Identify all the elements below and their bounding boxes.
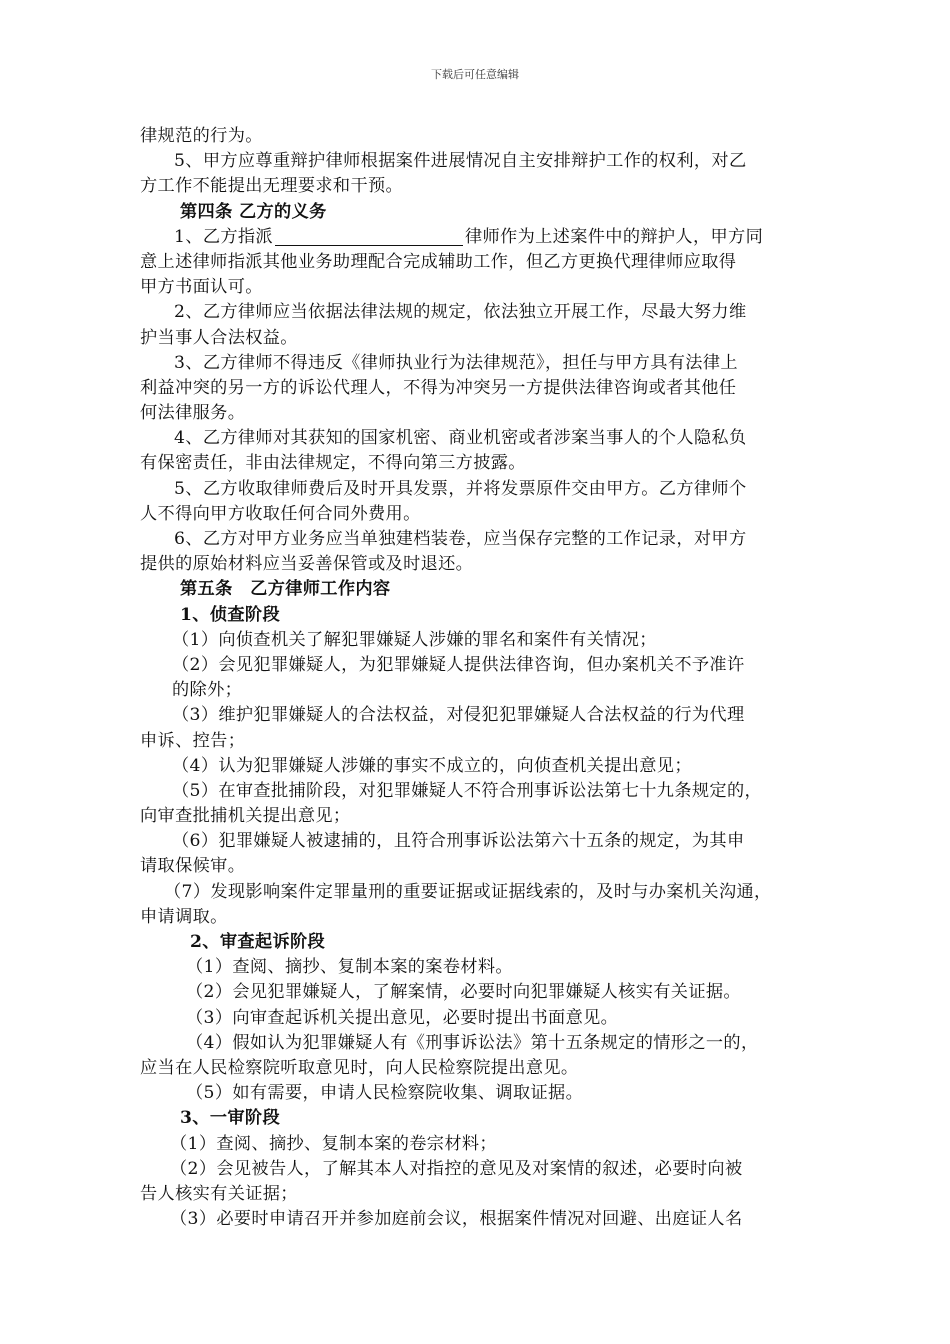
list-item: （1）查阅、摘抄、复制本案的卷宗材料； xyxy=(170,1133,497,1154)
list-item: 应当在人民检察院听取意见时，向人民检察院提出意见。 xyxy=(140,1057,579,1078)
section-heading: 第四条 乙方的义务 xyxy=(180,201,327,222)
paragraph-line: 利益冲突的另一方的诉讼代理人，不得为冲突另一方提供法律咨询或者其他任 xyxy=(140,377,737,398)
paragraph-line: 提供的原始材料应当妥善保管或及时退还。 xyxy=(140,554,474,575)
list-item: 申请调取。 xyxy=(140,906,228,927)
list-item: （1）向侦查机关了解犯罪嫌疑人涉嫌的罪名和案件有关情况； xyxy=(172,629,657,650)
paragraph-line: 何法律服务。 xyxy=(140,403,246,424)
paragraph-line: 5、乙方收取律师费后及时开具发票，并将发票原件交由甲方。乙方律师个 xyxy=(174,478,747,499)
list-item: （3）向审查起诉机关提出意见，必要时提出书面意见。 xyxy=(186,1007,619,1028)
list-item: 向审查批捕机关提出意见； xyxy=(140,806,351,827)
paragraph-line: 方工作不能提出无理要求和干预。 xyxy=(140,176,404,197)
paragraph-line: 4、乙方律师对其获知的国家机密、商业机密或者涉案当事人的个人隐私负 xyxy=(174,428,747,449)
paragraph-line: 人不得向甲方收取任何合同外费用。 xyxy=(140,503,421,524)
list-item: （6）犯罪嫌疑人被逮捕的，且符合刑事诉讼法第六十五条的规定，为其申 xyxy=(172,831,745,852)
list-item: （4）假如认为犯罪嫌疑人有《刑事诉讼法》第十五条规定的情形之一的， xyxy=(186,1032,759,1053)
paragraph-line: 护当事人合法权益。 xyxy=(140,327,298,348)
stage-heading: 1、侦查阶段 xyxy=(180,604,280,625)
list-item: 告人核实有关证据； xyxy=(140,1183,298,1204)
paragraph-line: 甲方书面认可。 xyxy=(140,277,263,298)
list-item: （5）如有需要，申请人民检察院收集、调取证据。 xyxy=(186,1083,584,1104)
document-body xyxy=(140,124,820,1232)
paragraph-line: 3、乙方律师不得违反《律师执业行为法律规范》，担任与甲方具有法律上 xyxy=(174,352,738,373)
list-item: （3）维护犯罪嫌疑人的合法权益，对侵犯犯罪嫌疑人合法权益的行为代理 xyxy=(172,705,745,726)
list-item: （5）在审查批捕阶段，对犯罪嫌疑人不符合刑事诉讼法第七十九条规定的， xyxy=(172,780,763,801)
paragraph-line: 意上述律师指派其他业务助理配合完成辅助工作，但乙方更换代理律师应取得 xyxy=(140,251,737,272)
appoint-suffix: 律师作为上述案件中的辩护人，甲方同 xyxy=(464,226,764,247)
list-item: （7）发现影响案件定罪量刑的重要证据或证据线索的，及时与办案机关沟通， xyxy=(164,881,772,902)
list-item: （2）会见被告人，了解其本人对指控的意见及对案情的叙述，必要时向被 xyxy=(170,1158,743,1179)
list-item: （4）认为犯罪嫌疑人涉嫌的事实不成立的，向侦查机关提出意见； xyxy=(172,755,692,776)
lawyer-name-blank[interactable] xyxy=(275,227,463,246)
paragraph-line: 6、乙方对甲方业务应当单独建档装卷，应当保存完整的工作记录，对甲方 xyxy=(174,529,747,549)
appoint-prefix: 1、乙方指派 xyxy=(174,226,273,247)
list-item: （3）必要时申请召开并参加庭前会议，根据案件情况对回避、出庭证人名 xyxy=(170,1209,743,1230)
list-item: 申诉、控告； xyxy=(140,730,246,751)
list-item: （2）会见犯罪嫌疑人，了解案情，必要时向犯罪嫌疑人核实有关证据。 xyxy=(186,982,741,1003)
list-item: 请取保候审。 xyxy=(140,856,246,877)
stage-heading: 3、一审阶段 xyxy=(180,1108,280,1129)
list-item: （2）会见犯罪嫌疑人，为犯罪嫌疑人提供法律咨询，但办案机关不予准许 xyxy=(172,654,745,675)
page-header: 下载后可任意编辑 xyxy=(431,68,519,81)
paragraph-line: 2、乙方律师应当依据法律法规的规定，依法独立开展工作，尽最大努力维 xyxy=(174,302,747,323)
appoint-line xyxy=(140,225,820,250)
list-item: （1）查阅、摘抄、复制本案的案卷材料。 xyxy=(186,957,513,978)
stage-heading: 2、审查起诉阶段 xyxy=(190,932,326,952)
section-heading: 第五条 乙方律师工作内容 xyxy=(180,579,391,600)
paragraph-line: 律规范的行为。 xyxy=(140,126,263,146)
paragraph-line: 有保密责任，非由法律规定，不得向第三方披露。 xyxy=(140,453,526,474)
paragraph-line: 5、甲方应尊重辩护律师根据案件进展情况自主安排辩护工作的权利，对乙 xyxy=(174,151,747,172)
list-item: 的除外； xyxy=(172,680,243,701)
